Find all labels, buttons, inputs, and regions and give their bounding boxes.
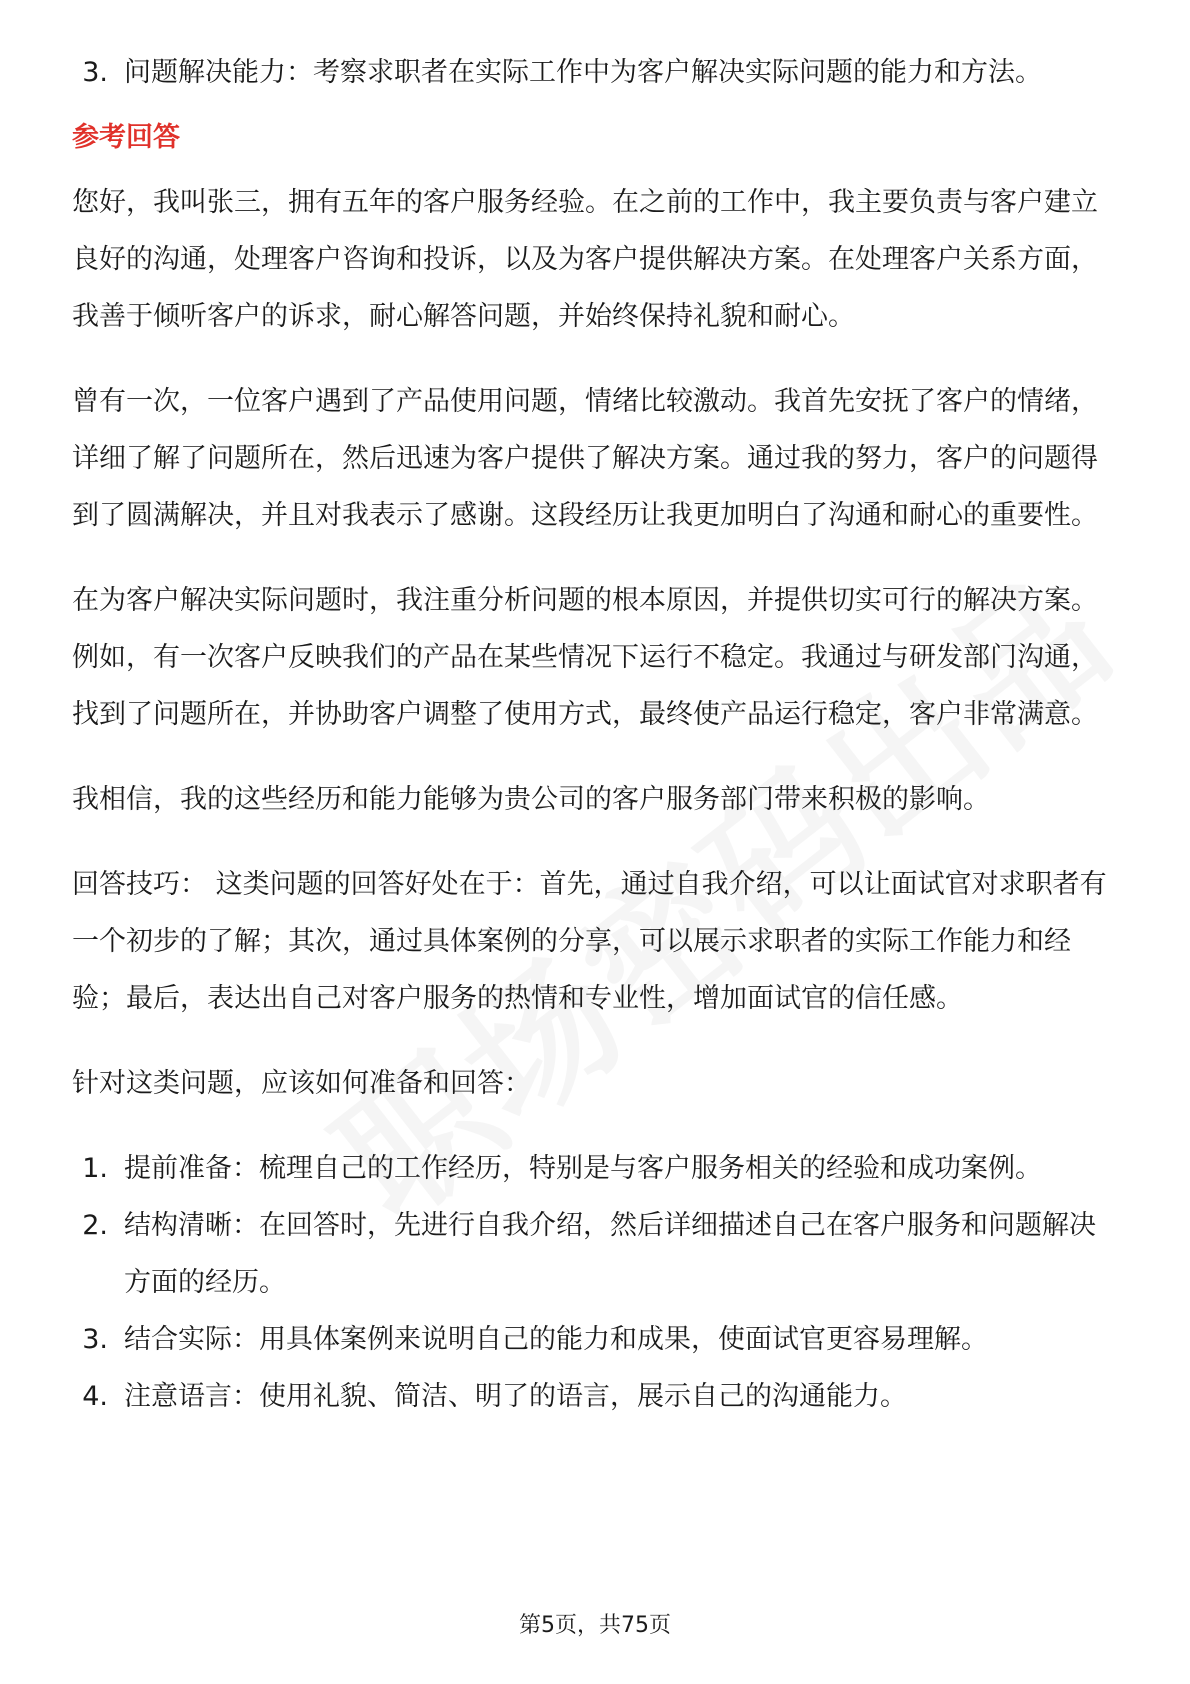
list-item-text: 注意语言：使用礼貌、简洁、明了的语言，展示自己的沟通能力。 [124,1381,907,1412]
answer-paragraph: 我相信，我的这些经历和能力能够为贵公司的客户服务部门带来积极的影响。 [72,784,990,815]
intro-list [72,44,1122,101]
answer-paragraph: 您好，我叫张三，拥有五年的客户服务经验。在之前的工作中，我主要负责与客户建立良好的沟通，处理客户咨询和投诉，以及为客户提供解决方案。在处理客户关系方面，我善于倾听客户的诉求，耐心解答问题，并始终保持礼貌和耐心。 [72,187,1098,332]
list-item-text: 问题解决能力：考察求职者在实际工作中为客户解决实际问题的能力和方法。 [124,57,1042,88]
list-item [72,44,1122,101]
list-item-number: 3. [82,57,108,88]
list-item-number: 3. [82,1324,108,1355]
list-item-number: 2. [82,1210,108,1241]
page-content [72,44,1122,1425]
list-item [72,1311,1122,1368]
answer-paragraph: 曾有一次，一位客户遇到了产品使用问题，情绪比较激动。我首先安抚了客户的情绪，详细了解了问题所在，然后迅速为客户提供了解决方案。通过我的努力，客户的问题得到了圆满解决，并且对我表示了感谢。这段经历让我更加明白了沟通和耐心的重要性。 [72,386,1098,531]
list-item-text: 结合实际：用具体案例来说明自己的能力和成果，使面试官更容易理解。 [124,1324,988,1355]
page-footer: 第5页，共75页 [519,1613,671,1638]
list-item-text: 提前准备：梳理自己的工作经历，特别是与客户服务相关的经验和成功案例。 [124,1153,1042,1184]
list-item [72,1197,1122,1311]
list-item [72,1368,1122,1425]
preparation-list [72,1140,1122,1425]
list-item-text: 结构清晰：在回答时，先进行自我介绍，然后详细描述自己在客户服务和问题解决方面的经历。 [124,1210,1096,1298]
list-item [72,1140,1122,1197]
reference-answer-heading: 参考回答 [72,122,180,153]
preparation-intro: 针对这类问题，应该如何准备和回答： [72,1068,531,1099]
answer-paragraph: 在为客户解决实际问题时，我注重分析问题的根本原因，并提供切实可行的解决方案。例如，有一次客户反映我们的产品在某些情况下运行不稳定。我通过与研发部门沟通，找到了问题所在，并协助客户调整了使用方式，最终使产品运行稳定，客户非常满意。 [72,585,1098,730]
list-item-number: 1. [82,1153,108,1184]
list-item-number: 4. [82,1381,108,1412]
answer-tips-paragraph: 回答技巧： 这类问题的回答好处在于：首先，通过自我介绍，可以让面试官对求职者有一个初步的了解；其次，通过具体案例的分享，可以展示求职者的实际工作能力和经验；最后，表达出自己对客户服务的热情和专业性，增加面试官的信任感。 [72,869,1107,1014]
